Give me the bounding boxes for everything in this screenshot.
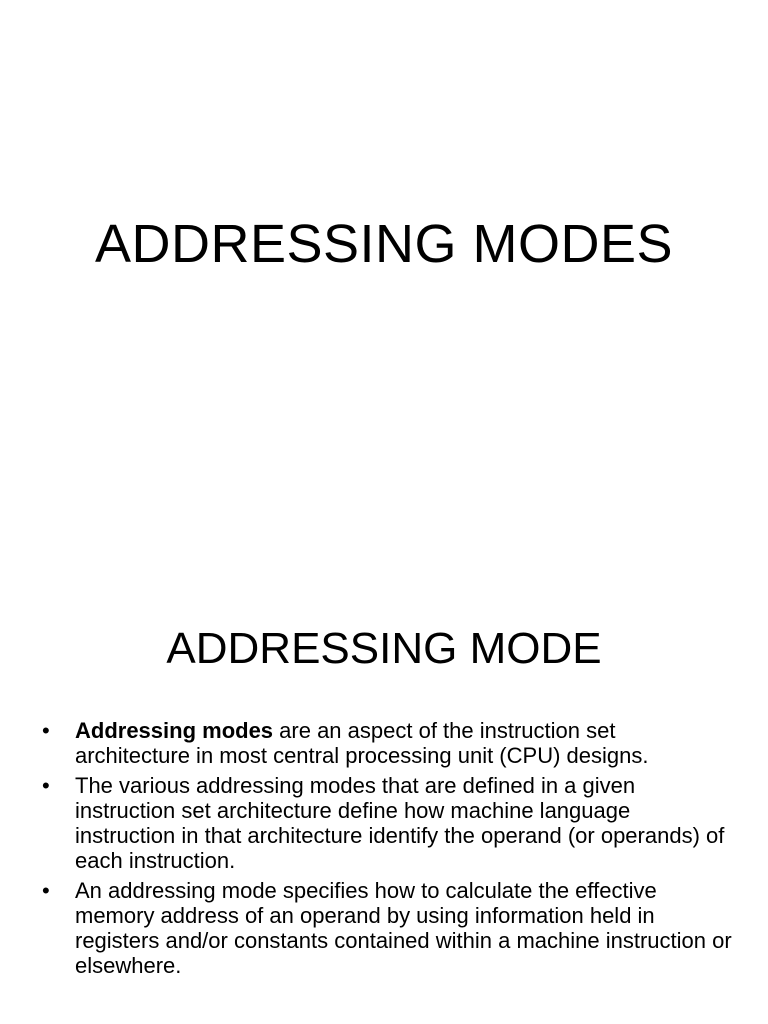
bullet-icon: •: [42, 718, 50, 743]
bullet-list: [42, 718, 732, 983]
bullet-text: The various addressing modes that are defined in a given instruction set architecture define how machine language instruction in that architecture identify the operand (or operands) of each instruction.: [75, 773, 725, 873]
bullet-item: [42, 718, 732, 768]
slide-title-addressing-mode: ADDRESSING MODE: [166, 624, 602, 673]
bullet-item: [42, 773, 732, 873]
bullet-text: are an aspect of the instruction set architecture in most central processing unit (CPU) designs.: [75, 718, 649, 768]
bullet-bold-term: Addressing modes: [75, 718, 274, 743]
bullet-text: An addressing mode specifies how to calculate the effective memory address of an operand by using information held in registers and/or constants contained within a machine instruction or elsewhere.: [75, 878, 732, 978]
bullet-icon: •: [42, 878, 50, 903]
bullet-item: [42, 878, 732, 978]
slide-title-addressing-modes: ADDRESSING MODES: [94, 214, 674, 274]
bullet-icon: •: [42, 773, 50, 798]
